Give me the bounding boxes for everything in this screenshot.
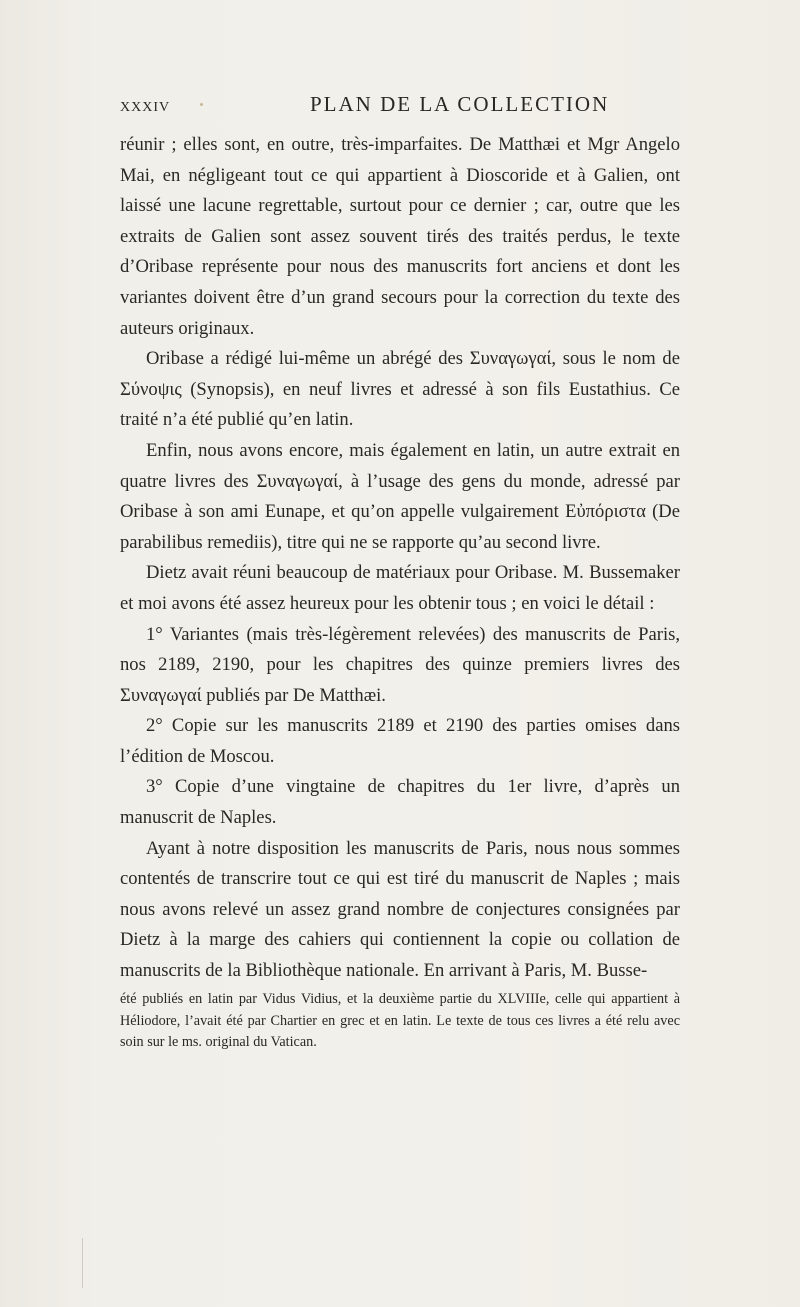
folio-number: XXXIV <box>120 100 171 115</box>
paragraph-2: Oribase a rédigé lui-même un abrégé des Συναγωγαί, sous le nom de Σύνοψις (Synopsis), en neuf livres et adressé à son fils Eustathius. Ce traité n’a été publié qu’en latin. <box>120 348 680 431</box>
paragraph-3: Enfin, nous avons encore, mais également en latin, un autre extrait en quatre livres des Συναγωγαί, à l’usage des gens du monde, adressé par Oribase à son ami Eunape, et qu’on appelle vulgairement Εὐπόριστα (De parabilibus remediis), titre qui ne se rapporte qu’au second livre. <box>120 439 680 553</box>
body-text <box>120 130 680 987</box>
paragraph-7: 3° Copie d’une vingtaine de chapitres du 1er livre, d’après un manuscrit de Naples. <box>120 776 680 829</box>
paragraph-5: 1° Variantes (mais très-légèrement relevées) des manuscrits de Paris, nos 2189, 2190, pour les chapitres des quinze premiers livres des Συναγωγαί publiés par De Matthæi. <box>120 623 680 706</box>
paragraph-4: Dietz avait réuni beaucoup de matériaux pour Oribase. M. Bussemaker et moi avons été assez heureux pour les obtenir tous ; en voici le détail : <box>120 562 680 614</box>
paper-edge-mark <box>82 1238 93 1288</box>
paragraph-8: Ayant à notre disposition les manuscrits de Paris, nous nous sommes contentés de transcrire tout ce qui est tiré du manuscrit de Naples ; mais nous avons relevé un assez grand nombre de conjectures consignées par Dietz à la marge des cahiers qui contiennent la copie ou collation de manuscrits de la Bibliothèque nationale. En arrivant à Paris, M. Busse- <box>120 837 680 982</box>
paragraph-1: réunir ; elles sont, en outre, très-imparfaites. De Matthæi et Mgr Angelo Mai, en négligeant tout ce qui appartient à Dioscoride et à Galien, ont laissé une lacune regrettable, surtout pour ce dernier ; car, outre que les extraits de Galien sont assez souvent tirés des traités perdus, le texte d’Oribase représente pour nous des manuscrits fort anciens et dont les variantes doivent être d’un grand secours pour la correction du texte des auteurs originaux. <box>120 134 680 339</box>
paragraph-6: 2° Copie sur les manuscrits 2189 et 2190 des parties omises dans l’édition de Moscou. <box>120 715 680 767</box>
page-header <box>120 92 680 120</box>
footnote: été publiés en latin par Vidus Vidius, et la deuxième partie du XLVIIIe, celle qui appartient à Héliodore, l’avait été par Chartier en grec et en latin. Le texte de tous ces livres a été relu avec soin sur le ms. original du Vatican. <box>120 991 680 1050</box>
running-title: PLAN DE LA COLLECTION <box>310 92 610 116</box>
